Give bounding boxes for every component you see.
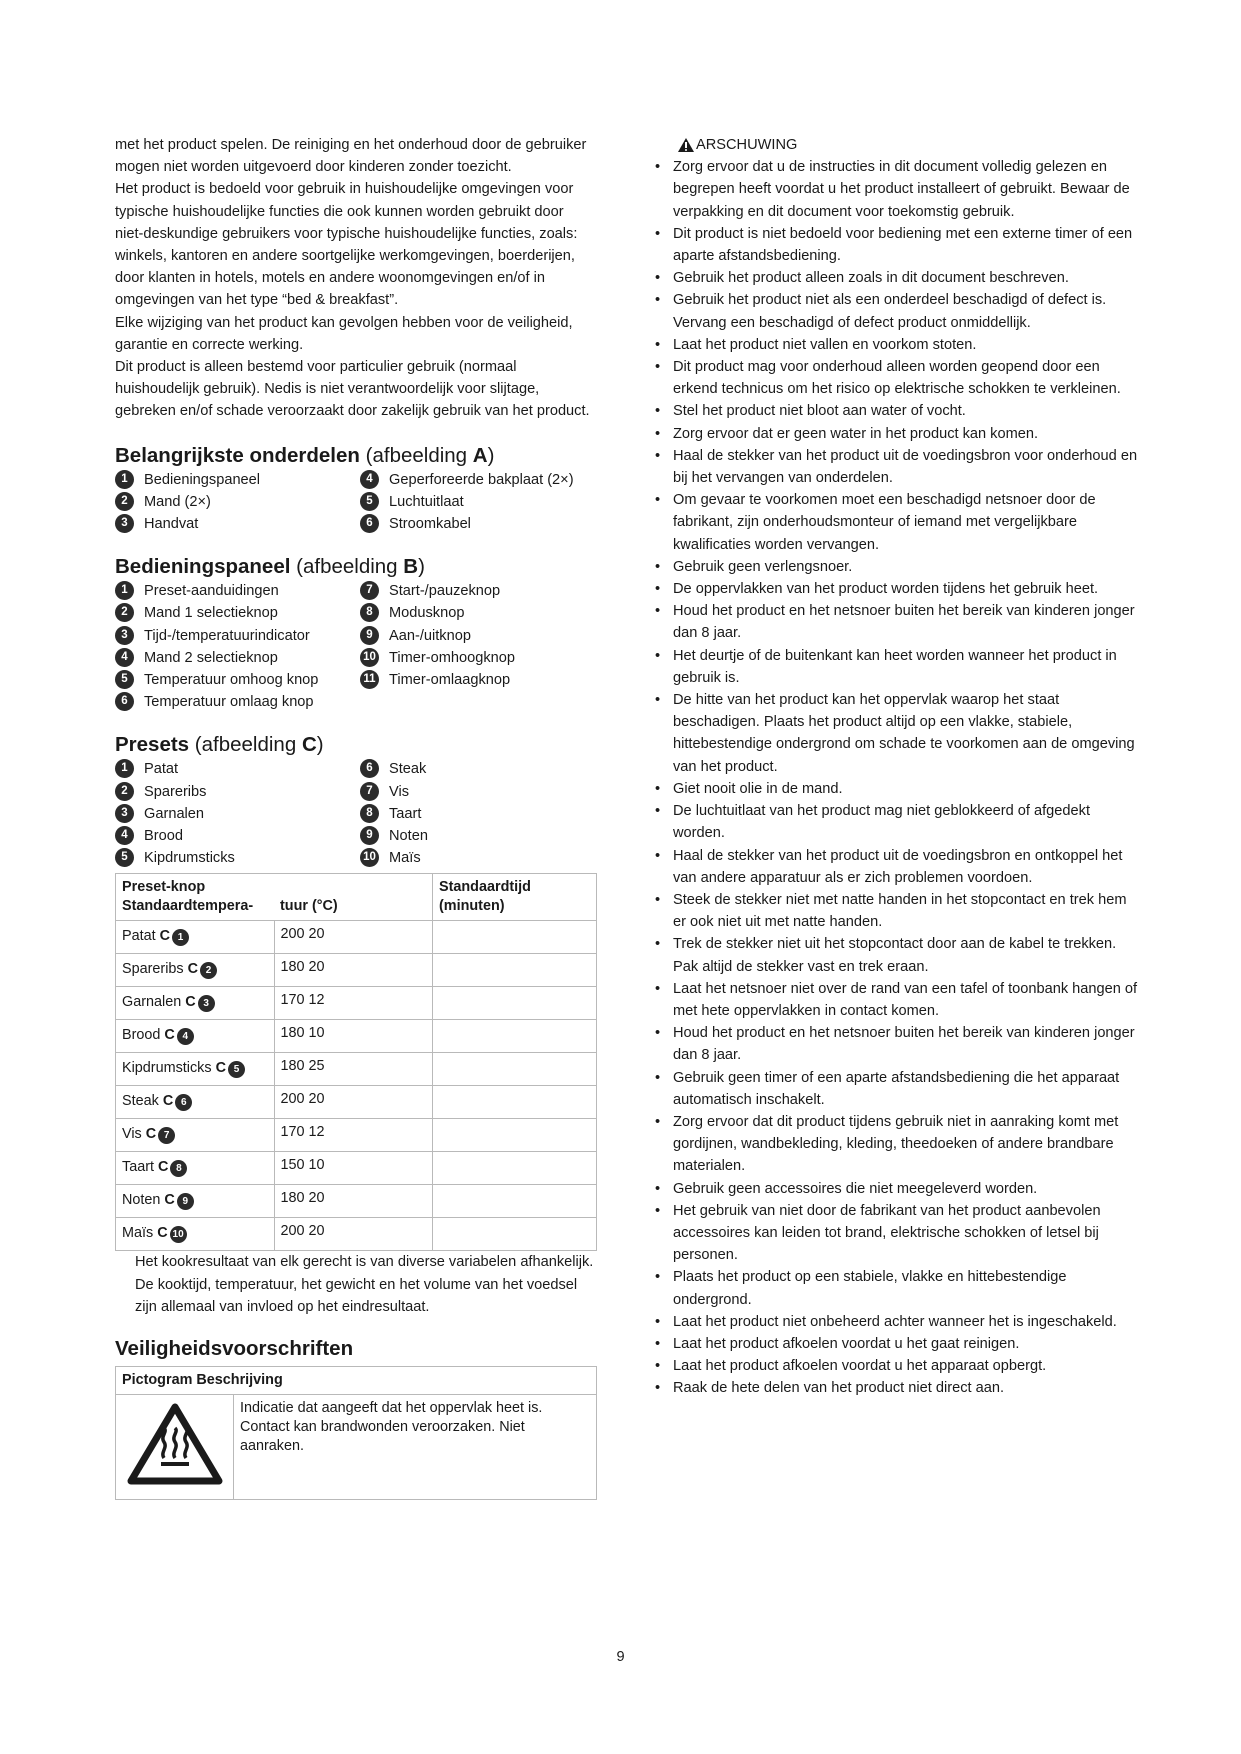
preset-name-cell: [116, 1086, 275, 1119]
safety-bullet-text: • Het gebruik van niet door de fabrikant van het product aanbevolen accessoires kan leiden tot brand, elektrische schokken of letsel bij personen.: [673, 1202, 1101, 1264]
list-item: [360, 781, 595, 803]
number-badge: 1: [115, 470, 134, 489]
safety-bullet-text: • Laat het product afkoelen voordat u het gaat reinigen.: [673, 1335, 1020, 1352]
pictogram-cell: [116, 1395, 234, 1500]
number-badge: 6: [115, 692, 134, 711]
safety-bullet: [653, 800, 1143, 844]
safety-bullet: [653, 645, 1143, 689]
list-item-label: Taart: [389, 805, 422, 822]
list-item: [115, 669, 360, 691]
right-column: [653, 134, 1143, 1400]
safety-bullet: [653, 1067, 1143, 1111]
preset-ref: C: [159, 928, 171, 945]
table-row: [116, 1152, 597, 1185]
list-item-label: Maïs: [389, 850, 421, 867]
preset-value-cell: 200 20: [274, 921, 433, 954]
preset-empty-cell: [433, 1086, 597, 1119]
safety-bullet: [653, 489, 1143, 556]
preset-name-cell: [116, 921, 275, 954]
number-badge: 8: [360, 603, 379, 622]
preset-value-cell: 180 25: [274, 1053, 433, 1086]
safety-bullet: [653, 978, 1143, 1022]
preset-ref: C: [158, 1159, 169, 1176]
list-item-label: Vis: [389, 783, 410, 800]
table-row: [116, 1053, 597, 1086]
safety-bullet: [653, 600, 1143, 644]
pictogram-description: Indicatie dat aangeeft dat het oppervlak heet is. Contact kan brandwonden veroorzaken. Niet aanraken.: [240, 1400, 543, 1455]
safety-bullet-text: • Gebruik geen accessoires die niet meegeleverd worden.: [673, 1180, 1038, 1197]
parts-ref-letter: A: [472, 443, 488, 467]
presets-heading: [115, 732, 595, 758]
safety-bullet-text: • Houd het product en het netsnoer buiten het bereik van kinderen jonger dan 8 jaar.: [673, 1025, 1135, 1064]
list-item: [115, 825, 360, 847]
safety-bullet-text: • Laat het netsnoer niet over de rand van een tafel of toonbank hangen of met hete oppervlakken in contact komen.: [673, 980, 1138, 1019]
safety-bullet-text: • Haal de stekker van het product uit de voedingsbron en ontkoppel het van andere apparatuur als er zich problemen voordoen.: [673, 847, 1123, 886]
number-badge: 9: [177, 1193, 194, 1210]
safety-bullet: [653, 933, 1143, 977]
safety-bullet-text: • Plaats het product op een stabiele, vlakke en hittebestendige ondergrond.: [673, 1269, 1067, 1308]
preset-table: [115, 873, 597, 1251]
safety-bullet-text: • Haal de stekker van het product uit de voedingsbron voor onderhoud en bij het vervangen van onderdelen.: [673, 447, 1138, 487]
intro-paragraph: Het product is bedoeld voor gebruik in huishoudelijke omgevingen voor typische huishoudelijke functies die ook kunnen worden gebruikt door niet-deskundige gebruikers voor typische huishoudelijke functies, zoals: winkels, kantoren en andere soortgelijke werkomgevingen, boerderijen, door klanten in hotels, motels en andere woonomgevingen en/of in omgevingen van het type “bed & breakfast”.: [115, 181, 578, 309]
number-badge: 4: [115, 826, 134, 845]
number-badge: 2: [115, 603, 134, 622]
presets-ref-close: ): [316, 733, 324, 757]
safety-bullet: [653, 289, 1143, 333]
preset-ref: C: [164, 1192, 175, 1209]
left-column: [115, 134, 595, 1500]
safety-bullet: [653, 356, 1143, 400]
list-item-label: Mand 2 selectieknop: [144, 649, 278, 666]
list-item: [360, 580, 595, 602]
hot-surface-warning-icon: [126, 1402, 224, 1486]
preset-name: Steak: [122, 1093, 163, 1110]
list-item: [360, 647, 595, 669]
list-item: [115, 625, 360, 647]
list-item-label: Bedieningspaneel: [144, 471, 261, 488]
preset-value-cell: 170 12: [274, 1119, 433, 1152]
preset-name-cell: [116, 954, 275, 987]
safety-bullet: [653, 778, 1143, 800]
number-badge: 7: [360, 581, 379, 600]
number-badge: 2: [115, 782, 134, 801]
panel-ref-close: ): [418, 555, 425, 579]
list-item: [360, 513, 595, 535]
number-badge: 4: [177, 1028, 194, 1045]
list-item-label: Kipdrumsticks: [144, 850, 235, 867]
number-badge: 5: [115, 848, 134, 867]
list-item: [360, 669, 595, 691]
preset-ref: C: [185, 994, 196, 1011]
preset-name: Maïs: [122, 1225, 158, 1242]
list-item-label: Noten: [389, 828, 428, 845]
panel-ref-open: (afbeelding: [296, 555, 404, 579]
number-badge: 8: [170, 1160, 187, 1177]
list-item-label: Tijd-/temperatuurindicator: [144, 627, 310, 644]
number-badge: 9: [360, 826, 379, 845]
list-item: [360, 758, 595, 780]
panel-col1: [115, 580, 360, 713]
warning-heading: [677, 134, 1143, 156]
safety-bullet-list: [653, 156, 1143, 1399]
safety-bullet-text: • Dit product is niet bedoeld voor bediening met een externe timer of een aparte afstandsbediening.: [673, 225, 1133, 265]
list-item-label: Garnalen: [144, 805, 205, 822]
panel-heading: [115, 554, 595, 580]
list-item-label: Stroomkabel: [389, 516, 471, 533]
preset-ref: C: [215, 1060, 226, 1077]
safety-bullet-text: • Zorg ervoor dat u de instructies in dit document volledig gelezen en begrepen heeft voordat u het product installeert of gebruikt. Bewaar de verpakking en dit document voor toekomstig gebruik.: [673, 159, 1130, 220]
list-item: [115, 647, 360, 669]
table-row: [116, 1086, 597, 1119]
list-item: [360, 469, 595, 491]
preset-name: Patat: [122, 928, 160, 945]
safety-bullet: [653, 1022, 1143, 1066]
warning-triangle-icon: [677, 137, 695, 153]
table-row: [116, 1185, 597, 1218]
pictogram-table: [115, 1366, 597, 1500]
preset-name: Taart: [122, 1159, 158, 1176]
preset-name-cell: [116, 1020, 275, 1053]
list-item-label: Start-/pauzeknop: [389, 583, 501, 600]
list-item-label: Modusknop: [389, 605, 465, 622]
table-row: [116, 921, 597, 954]
list-item-label: Aan-/uitknop: [389, 627, 471, 644]
safety-bullet-text: • De hitte van het product kan het oppervlak waarop het staat beschadigen. Plaats het product altijd op een vlakke, stabiele, hittebestendige ondergrond om schade te voorkomen aan de omgeving van het product.: [673, 692, 1135, 775]
parts-ref-open: (afbeelding: [365, 443, 473, 467]
preset-table-header-1: [116, 874, 275, 921]
number-badge: 2: [200, 962, 217, 979]
list-item: [115, 691, 360, 713]
safety-title: Veiligheidsvoorschriften: [115, 1337, 354, 1361]
list-item-label: Preset-aanduidingen: [144, 583, 279, 600]
number-badge: 11: [360, 670, 379, 689]
number-badge: 1: [115, 759, 134, 778]
list-item: [115, 758, 360, 780]
preset-empty-cell: [433, 1020, 597, 1053]
cooking-note: Het kookresultaat van elk gerecht is van diverse variabelen afhankelijk. De kooktijd, temperatuur, het gewicht en het volume van het voedsel zijn allemaal van invloed op het eindresultaat.: [135, 1254, 594, 1315]
number-badge: 10: [360, 848, 379, 867]
list-item: [115, 781, 360, 803]
preset-value-cell: 180 20: [274, 1185, 433, 1218]
number-badge: 5: [115, 670, 134, 689]
preset-value-cell: 200 20: [274, 1218, 433, 1251]
list-item-label: Timer-omlaagknop: [389, 672, 511, 689]
number-badge: 3: [115, 804, 134, 823]
number-badge: 4: [360, 470, 379, 489]
parts-col1: [115, 469, 360, 536]
header-3-text: Standaardtijd (minuten): [439, 879, 531, 915]
number-badge: 1: [115, 581, 134, 600]
list-item: [360, 803, 595, 825]
preset-empty-cell: [433, 1053, 597, 1086]
list-item-label: Temperatuur omhoog knop: [144, 672, 319, 689]
safety-bullet: [653, 267, 1143, 289]
number-badge: 7: [158, 1127, 175, 1144]
list-item-label: Mand 1 selectieknop: [144, 605, 278, 622]
safety-bullet-text: • De luchtuitlaat van het product mag niet geblokkeerd of afgedekt worden.: [673, 803, 1090, 842]
panel-list: [115, 580, 595, 713]
presets-col2: [360, 758, 595, 869]
list-item: [360, 491, 595, 513]
presets-ref-letter: C: [301, 733, 317, 757]
preset-ref: C: [145, 1126, 157, 1143]
preset-name: Vis: [122, 1126, 146, 1143]
warning-heading-text: ARSCHUWING: [696, 137, 798, 153]
header-1-text: Preset-knop Standaardtempera-: [122, 879, 254, 915]
number-badge: 3: [115, 514, 134, 533]
safety-bullet: [653, 845, 1143, 889]
list-item-label: Timer-omhoogknop: [389, 649, 515, 666]
safety-bullet: [653, 1355, 1143, 1377]
table-row: [116, 1020, 597, 1053]
safety-bullet: [653, 423, 1143, 445]
number-badge: 7: [360, 782, 379, 801]
number-badge: 6: [360, 759, 379, 778]
presets-ref-open: (afbeelding: [194, 733, 302, 757]
list-item: [115, 803, 360, 825]
number-badge: 2: [115, 492, 134, 511]
list-item-label: Luchtuitlaat: [389, 493, 464, 510]
preset-name-cell: [116, 987, 275, 1020]
safety-bullet-text: • Laat het product niet onbeheerd achter wanneer het is ingeschakeld.: [673, 1313, 1117, 1330]
number-badge: 3: [115, 626, 134, 645]
preset-name: Garnalen: [122, 994, 186, 1011]
safety-bullet-text: • Giet nooit olie in de mand.: [673, 780, 843, 797]
list-item-label: Temperatuur omlaag knop: [144, 694, 314, 711]
number-badge: 5: [228, 1061, 245, 1078]
number-badge: 5: [360, 492, 379, 511]
preset-table-header-2: [274, 874, 433, 921]
table-row: [116, 987, 597, 1020]
number-badge: 6: [175, 1094, 192, 1111]
safety-bullet-text: • Stel het product niet bloot aan water of vocht.: [673, 403, 966, 420]
number-badge: 8: [360, 804, 379, 823]
preset-name: Kipdrumsticks: [122, 1060, 216, 1077]
safety-bullet: [653, 1178, 1143, 1200]
table-row: [116, 1119, 597, 1152]
intro-text: [115, 134, 595, 423]
safety-bullet-text: • Laat het product niet vallen en voorkom stoten.: [673, 336, 977, 353]
preset-ref: C: [164, 1027, 175, 1044]
safety-bullet-text: • Gebruik geen timer of een aparte afstandsbediening die het apparaat automatisch inschakelt.: [673, 1069, 1120, 1108]
preset-empty-cell: [433, 1185, 597, 1218]
preset-value-cell: 150 10: [274, 1152, 433, 1185]
list-item: [360, 602, 595, 624]
safety-bullet-text: • Gebruik het product niet als een onderdeel beschadigd of defect is. Vervang een beschadigd of defect product onmiddellijk.: [673, 292, 1107, 331]
table-row: [116, 1218, 597, 1251]
preset-ref: C: [187, 961, 198, 978]
safety-bullet-text: • Laat het product afkoelen voordat u het apparaat opbergt.: [673, 1358, 1047, 1375]
list-item: [360, 847, 595, 869]
safety-bullet-text: • Zorg ervoor dat er geen water in het product kan komen.: [673, 425, 1039, 442]
safety-bullet: [653, 156, 1143, 223]
presets-col1: [115, 758, 360, 869]
header-2-text: tuur (°C): [280, 898, 338, 915]
safety-bullet: [653, 1266, 1143, 1310]
preset-name-cell: [116, 1185, 275, 1218]
safety-bullet: [653, 1377, 1143, 1399]
safety-bullet: [653, 689, 1143, 778]
preset-empty-cell: [433, 987, 597, 1020]
safety-bullet-text: • Houd het product en het netsnoer buiten het bereik van kinderen jonger dan 8 jaar.: [673, 603, 1135, 642]
pictogram-description-cell: [234, 1395, 597, 1500]
preset-name-cell: [116, 1053, 275, 1086]
preset-name-cell: [116, 1119, 275, 1152]
preset-ref: C: [157, 1225, 168, 1242]
preset-empty-cell: [433, 1152, 597, 1185]
number-badge: 4: [115, 648, 134, 667]
number-badge: 6: [360, 514, 379, 533]
safety-bullet-text: • De oppervlakken van het product worden tijdens het gebruik heet.: [673, 581, 1099, 598]
panel-col2: [360, 580, 595, 713]
safety-bullet: [653, 556, 1143, 578]
preset-empty-cell: [433, 954, 597, 987]
safety-bullet-text: • Zorg ervoor dat dit product tijdens gebruik niet in aanraking komt met gordijnen, wandbekleding, kleding, theedoeken of andere brandbare materialen.: [673, 1113, 1119, 1175]
safety-bullet: [653, 445, 1143, 489]
table-row: [116, 954, 597, 987]
parts-col2: [360, 469, 595, 536]
safety-bullet-text: • Raak de hete delen van het product niet direct aan.: [673, 1380, 1005, 1397]
list-item: [360, 625, 595, 647]
list-item: [115, 491, 360, 513]
safety-bullet-text: • Het deurtje of de buitenkant kan heet worden wanneer het product in gebruik is.: [673, 647, 1117, 686]
safety-bullet: [653, 223, 1143, 267]
preset-name-cell: [116, 1152, 275, 1185]
safety-bullet: [653, 334, 1143, 356]
preset-value-cell: 170 12: [274, 987, 433, 1020]
panel-title: Bedieningspaneel: [115, 555, 291, 579]
number-badge: 10: [360, 648, 379, 667]
parts-heading: [115, 443, 595, 469]
preset-empty-cell: [433, 921, 597, 954]
preset-table-body: [116, 921, 597, 1251]
parts-ref-close: ): [487, 443, 495, 467]
preset-name: Noten: [122, 1192, 165, 1209]
safety-bullet-text: • Dit product mag voor onderhoud alleen worden geopend door een erkend technicus om het risico op elektrische schokken te verkleinen.: [673, 359, 1121, 398]
safety-heading: [115, 1336, 595, 1362]
intro-paragraph: Elke wijziging van het product kan gevolgen hebben voor de veiligheid, garantie en correcte werking.: [115, 314, 573, 353]
safety-bullet: [653, 1111, 1143, 1178]
list-item: [115, 602, 360, 624]
pictogram-table-header: [116, 1367, 597, 1395]
list-item: [115, 469, 360, 491]
parts-list: [115, 469, 595, 536]
safety-bullet: [653, 889, 1143, 933]
intro-paragraph: Dit product is alleen bestemd voor particulier gebruik (normaal huishoudelijk gebruik). Nedis is niet verantwoordelijk voor slijtage, gebreken en/of schade veroorzaakt door zakelijk gebruik van het product.: [115, 359, 590, 420]
preset-name: Brood: [122, 1027, 165, 1044]
list-item: [115, 513, 360, 535]
list-item: [115, 847, 360, 869]
list-item-label: Brood: [144, 828, 183, 845]
panel-ref-letter: B: [403, 555, 419, 579]
preset-empty-cell: [433, 1119, 597, 1152]
preset-name-cell: [116, 1218, 275, 1251]
number-badge: 3: [198, 995, 215, 1012]
list-item-label: Steak: [389, 761, 427, 778]
number-badge: 10: [170, 1226, 187, 1243]
number-badge: 9: [360, 626, 379, 645]
preset-name: Spareribs: [122, 961, 188, 978]
safety-bullet: [653, 1200, 1143, 1267]
safety-bullet-text: • Trek de stekker niet uit het stopcontact door aan de kabel te trekken. Pak altijd de stekker vast en trek eraan.: [673, 936, 1117, 975]
list-item-label: Mand (2×): [144, 493, 211, 510]
preset-table-header-3: [433, 874, 597, 921]
list-item: [115, 580, 360, 602]
parts-title: Belangrijkste onderdelen: [115, 443, 360, 467]
safety-bullet-text: • Steek de stekker niet met natte handen in het stopcontact en trek hem er ook niet uit met natte handen.: [673, 891, 1127, 931]
list-item-label: Handvat: [144, 516, 199, 533]
preset-value-cell: 200 20: [274, 1086, 433, 1119]
safety-bullet-text: • Gebruik het product alleen zoals in dit document beschreven.: [673, 270, 1069, 287]
safety-bullet-text: • Gebruik geen verlengsnoer.: [673, 558, 853, 575]
list-item-label: Patat: [144, 761, 179, 778]
safety-bullet: [653, 400, 1143, 422]
safety-bullet-text: • Om gevaar te voorkomen moet een beschadigd netsnoer door de fabrikant, zijn onderhoudsmonteur of iemand met vergelijkbare kwalificaties worden vervangen.: [673, 492, 1096, 553]
preset-value-cell: 180 10: [274, 1020, 433, 1053]
number-badge: 1: [172, 929, 189, 946]
list-item: [360, 825, 595, 847]
intro-paragraph: met het product spelen. De reiniging en het onderhoud door de gebruiker mogen niet worden uitgevoerd door kinderen zonder toezicht.: [115, 137, 587, 176]
page-number: 9: [616, 1649, 625, 1665]
safety-bullet: [653, 1333, 1143, 1355]
safety-bullet: [653, 1311, 1143, 1333]
preset-ref: C: [162, 1093, 174, 1110]
presets-list: [115, 758, 595, 869]
preset-empty-cell: [433, 1218, 597, 1251]
presets-title: Presets: [115, 733, 190, 757]
list-item-label: Spareribs: [144, 783, 207, 800]
preset-value-cell: 180 20: [274, 954, 433, 987]
list-item-label: Geperforeerde bakplaat (2×): [389, 471, 574, 488]
safety-bullet: [653, 578, 1143, 600]
pictogram-header-text: Pictogram Beschrijving: [122, 1372, 283, 1389]
